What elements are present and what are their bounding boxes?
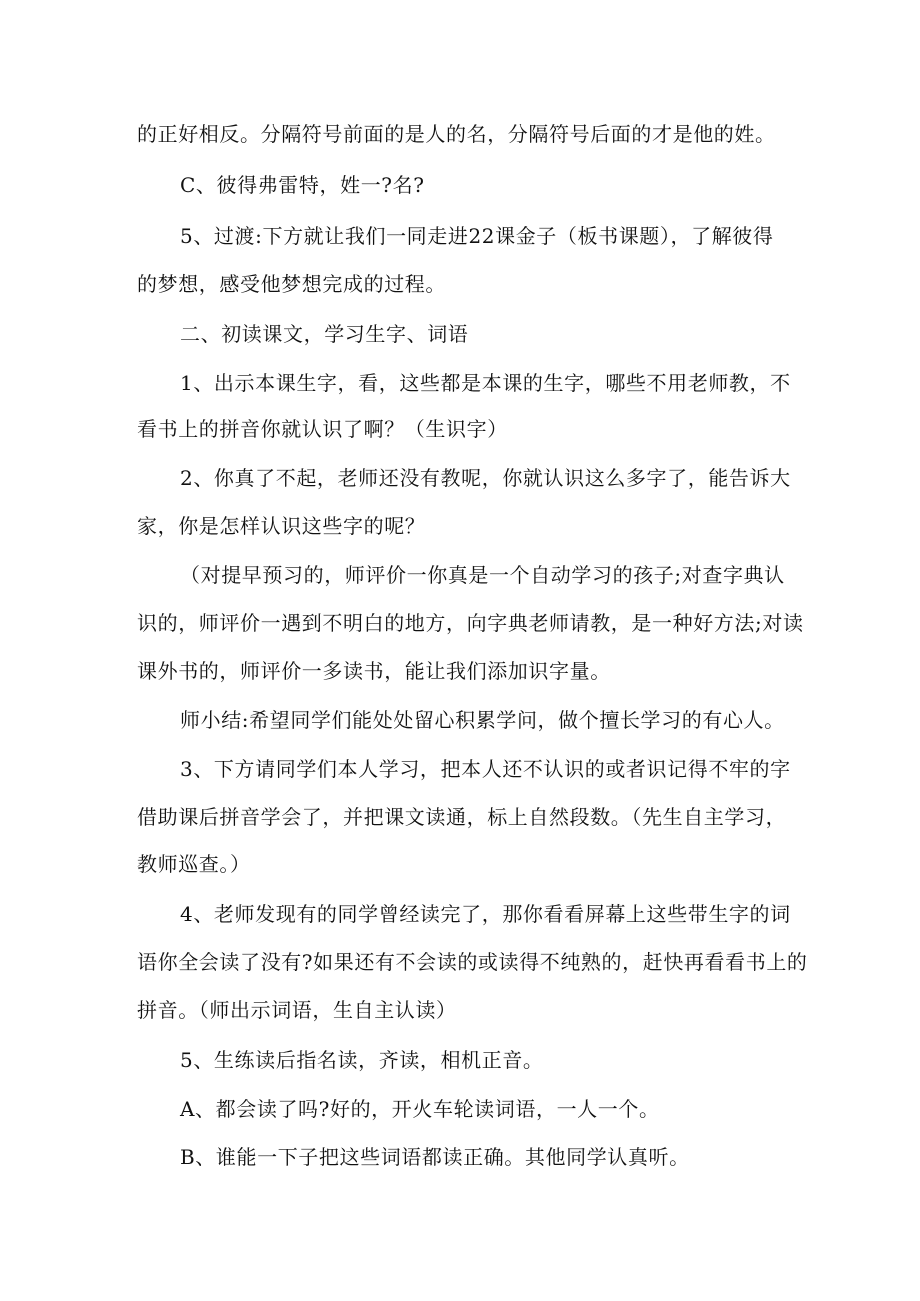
text-line: 2、你真了不起，老师还没有教呢，你就认识这么多字了，能告诉大 bbox=[180, 466, 791, 490]
text-line: 拼音。（师出示词语，生自主认读） bbox=[137, 998, 457, 1022]
text-line: （对提早预习的，师评价一你真是一个自动学习的孩子;对查字典认 bbox=[180, 563, 785, 587]
text-line: 4、老师发现有的同学曾经读完了，那你看看屏幕上这些带生字的词 bbox=[180, 902, 791, 926]
text-line: B、谁能一下子把这些词语都读正确。其他同学认真听。 bbox=[180, 1145, 690, 1169]
text-line: 语你全会读了没有?如果还有不会读的或读得不纯熟的，赶快再看看书上的 bbox=[137, 950, 808, 974]
text-line: 5、生练读后指名读，齐读，相机正音。 bbox=[180, 1048, 544, 1072]
section-heading: 二、初读课文，学习生字、词语 bbox=[180, 322, 469, 346]
text-line: 识的，师评价一遇到不明白的地方，向字典老师请教，是一种好方法;对读 bbox=[137, 611, 804, 635]
text-line: 3、下方请同学们本人学习，把本人还不认识的或者识记得不牢的字 bbox=[180, 757, 791, 781]
text-line: 1、出示本课生字，看，这些都是本课的生字，哪些不用老师教，不 bbox=[180, 371, 791, 395]
text-line: 的梦想，感受他梦想完成的过程。 bbox=[137, 272, 446, 296]
text-line: 家，你是怎样认识这些字的呢？ bbox=[137, 514, 426, 538]
text-line: 课外书的，师评价一多读书，能让我们添加识字量。 bbox=[137, 659, 611, 683]
text-line: 看书上的拼音你就认识了啊？（生识字） bbox=[137, 417, 508, 441]
text-line: 5、过渡:下方就让我们一同走进22课金子（板书课题），了解彼得 bbox=[180, 224, 774, 248]
text-line: C、彼得弗雷特，姓一?名? bbox=[180, 173, 425, 197]
text-line: 借助课后拼音学会了，并把课文读通，标上自然段数。（先生自主学习， bbox=[137, 805, 787, 829]
text-line: 教师巡查。） bbox=[137, 852, 251, 876]
text-line: 的正好相反。分隔符号前面的是人的名，分隔符号后面的才是他的姓。 bbox=[137, 122, 776, 146]
text-line: A、都会读了吗?好的，开火车轮读词语，一人一个。 bbox=[180, 1097, 660, 1121]
text-line: 师小结:希望同学们能处处留心积累学问，做个擅长学习的有心人。 bbox=[180, 708, 785, 732]
